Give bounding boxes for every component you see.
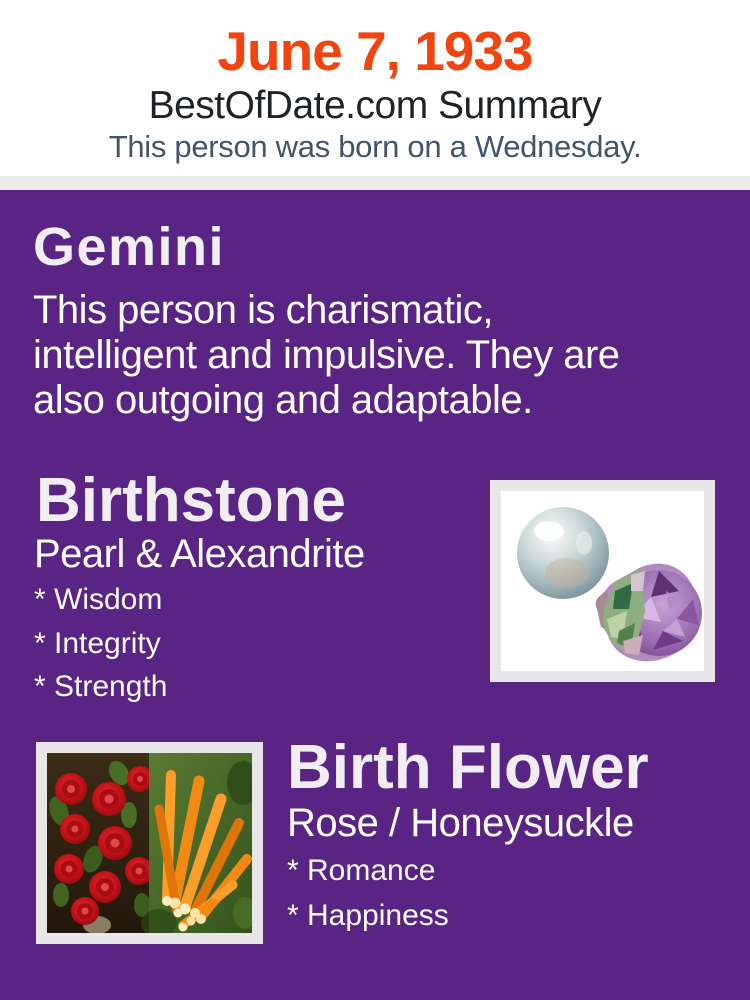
birth-flower-photo bbox=[47, 753, 252, 933]
birth-flower-title: Birth Flower bbox=[287, 733, 649, 802]
birth-flower-traits bbox=[287, 848, 449, 938]
birth-flower-names: Rose / Honeysuckle bbox=[287, 801, 634, 845]
birthstone-traits bbox=[34, 578, 167, 709]
birth-flower-trait: * Romance bbox=[287, 854, 436, 887]
rose-honeysuckle-illustration bbox=[47, 753, 252, 933]
weekday-note: This person was born on a Wednesday. bbox=[108, 129, 642, 164]
page-title-date: June 7, 1933 bbox=[217, 20, 533, 82]
birthstone-names: Pearl & Alexandrite bbox=[34, 532, 365, 576]
birthstone-image bbox=[490, 480, 715, 682]
main-section bbox=[0, 190, 750, 1000]
header-divider bbox=[0, 176, 750, 190]
birthstone-trait: * Strength bbox=[34, 670, 168, 703]
zodiac-description: This person is charismatic, intelligent and impulsive. They are also outgoing and adaptable. bbox=[33, 288, 620, 422]
birth-flower-trait: * Happiness bbox=[287, 899, 449, 932]
birth-flower-image bbox=[36, 742, 263, 944]
zodiac-sign-title: Gemini bbox=[33, 217, 226, 277]
birthstone-photo bbox=[501, 491, 704, 671]
pearl-alexandrite-illustration bbox=[501, 491, 704, 671]
birthstone-title: Birthstone bbox=[36, 466, 346, 535]
birthstone-trait: * Integrity bbox=[34, 626, 161, 660]
site-summary-title: BestOfDate.com Summary bbox=[148, 84, 602, 127]
birthstone-trait: * Wisdom bbox=[34, 583, 163, 616]
